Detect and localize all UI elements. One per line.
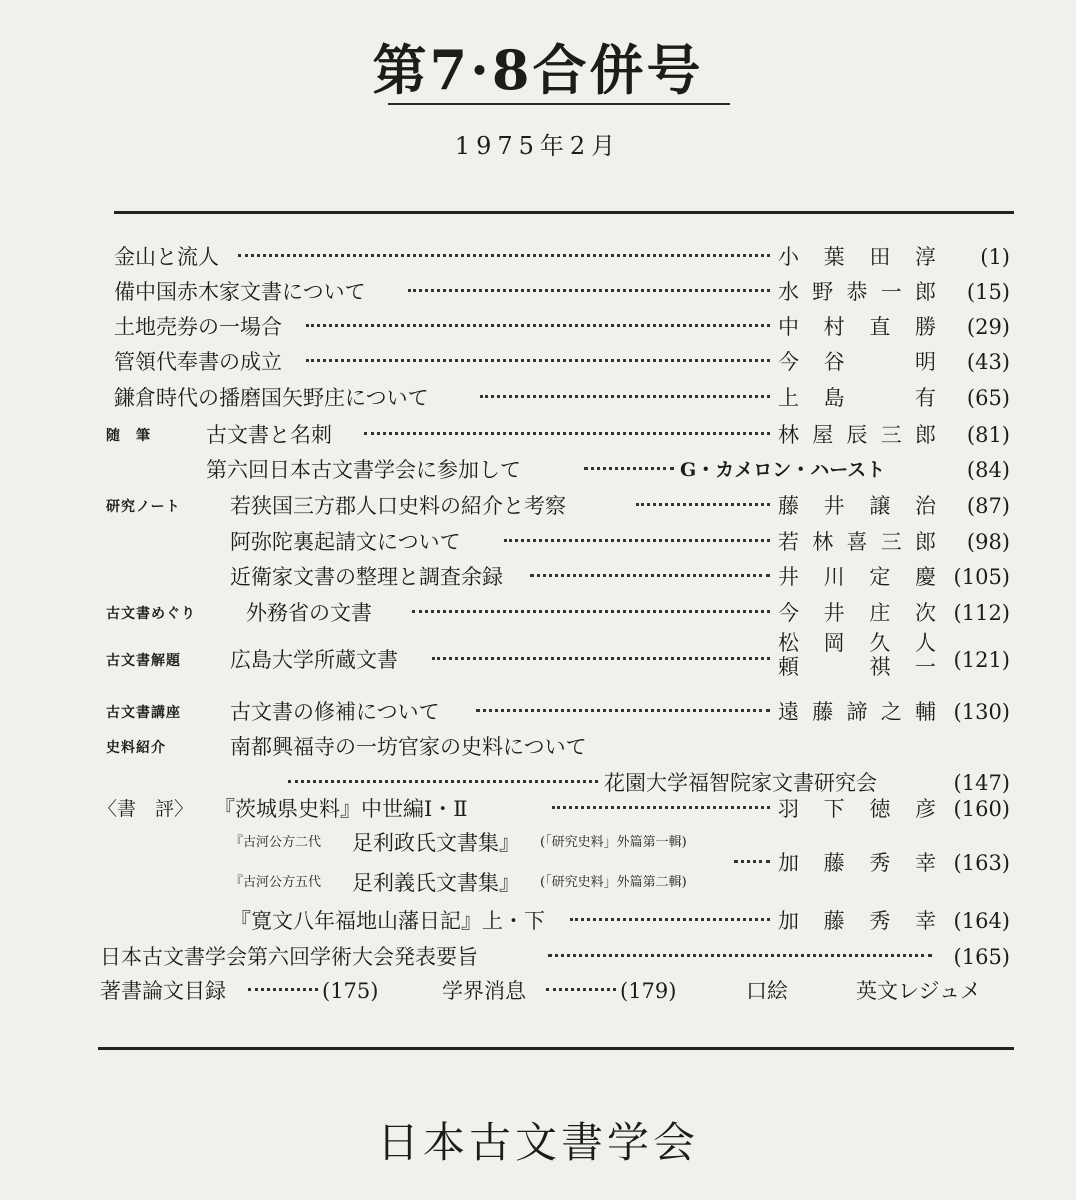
footer-item-label[interactable]: 口絵 [746, 979, 788, 1003]
dot-leader [476, 709, 770, 712]
entry-title: 『寛文八年福地山藩日記』上・下 [230, 909, 545, 933]
dot-leader [364, 432, 770, 435]
entry-title: 鎌倉時代の播磨国矢野庄について [114, 386, 429, 410]
footer-item-page: (175) [322, 979, 379, 1003]
entry-page: (87) [966, 494, 1010, 518]
entry-author: 花園大学福智院家文書研究会 [604, 771, 877, 795]
entry-title-suffix: (「研究史料」外篇第一輯) [540, 835, 687, 850]
section-label: 古文書解題 [106, 653, 181, 669]
dot-leader [570, 918, 770, 921]
entry-author-second: 頼 祺一 [778, 655, 936, 679]
toc-entry[interactable] [0, 730, 1076, 800]
section-label: 史料紹介 [106, 740, 166, 756]
entry-page: (81) [966, 423, 1010, 447]
entry-title: 古文書の修補について [230, 700, 440, 724]
entry-author: 加藤秀幸 [778, 909, 936, 933]
entry-title: 南都興福寺の一坊官家の史料について [230, 735, 587, 759]
toc-entry[interactable] [0, 275, 1076, 309]
toc-entry[interactable] [0, 792, 1076, 826]
entry-page: (130) [953, 700, 1010, 724]
dot-leader [552, 806, 770, 809]
section-label: 随 筆 [106, 428, 151, 444]
entry-page: (160) [953, 797, 1010, 821]
entry-title: 若狭国三方郡人口史料の紹介と考察 [230, 494, 566, 518]
entry-author: 上島 有 [778, 386, 936, 410]
entry-author: 藤井譲治 [778, 494, 936, 518]
entry-page: (121) [953, 648, 1010, 672]
entry-author: G・カメロン・ハースト [680, 459, 886, 481]
toc-entry[interactable] [0, 525, 1076, 559]
divider-top [114, 211, 1014, 214]
dot-leader [288, 780, 598, 783]
entry-title-prefix: 『古河公方二代 [230, 835, 322, 850]
dot-leader [248, 988, 318, 991]
dot-leader [584, 467, 674, 470]
entry-author: 今谷 明 [778, 350, 936, 374]
entry-author: 若林喜三郎 [778, 530, 936, 554]
publisher-name: 日本古文書学会 [376, 1118, 699, 1167]
dot-leader [412, 610, 770, 613]
toc-entry[interactable] [0, 345, 1076, 379]
entry-page: (15) [966, 280, 1010, 304]
toc-entry[interactable] [0, 240, 1076, 274]
dot-leader [306, 324, 770, 327]
entry-author: 加藤秀幸 [778, 851, 936, 875]
entry-page: (1) [980, 245, 1010, 269]
dot-leader [636, 503, 770, 506]
dot-leader [530, 574, 770, 577]
entry-page: (105) [953, 565, 1010, 589]
toc-entry[interactable] [0, 695, 1076, 729]
footer-item-label[interactable]: 学界消息 [442, 979, 526, 1003]
entry-author: 水野恭一郎 [778, 280, 936, 304]
entry-title: 日本古文書学会第六回学術大会発表要旨 [100, 945, 478, 969]
dot-leader [734, 860, 770, 863]
entry-title-prefix: 『古河公方五代 [230, 875, 322, 890]
issue-date: 1975年2月 [454, 132, 622, 160]
toc-entry[interactable] [0, 381, 1076, 415]
toc-entry[interactable] [0, 940, 1076, 974]
entry-author: 中村直勝 [778, 315, 936, 339]
entry-author: 遠藤諦之輔 [778, 700, 936, 724]
footer-item-label[interactable]: 著書論文目録 [100, 979, 226, 1003]
entry-page: (84) [966, 458, 1010, 482]
footer-item-page: (179) [620, 979, 677, 1003]
section-label: 研究ノート [106, 499, 181, 515]
dot-leader [546, 988, 616, 991]
entry-page: (112) [953, 601, 1010, 625]
toc-footer-row [0, 974, 1076, 1008]
entry-title: 広島大学所蔵文書 [230, 648, 398, 672]
section-label: 〈書 評〉 [98, 798, 194, 820]
entry-page: (65) [966, 386, 1010, 410]
toc-entry[interactable] [0, 596, 1076, 630]
entry-title: 管領代奉書の成立 [114, 350, 282, 374]
entry-page: (43) [966, 350, 1010, 374]
toc-entry[interactable] [0, 851, 1076, 900]
toc-entry[interactable] [0, 489, 1076, 523]
entry-title: 足利義氏文書集』 [352, 871, 520, 895]
entry-title: 『茨城県史料』中世編Ⅰ・Ⅱ [214, 797, 468, 821]
entry-author: 羽下徳彦 [778, 797, 936, 821]
toc-entry[interactable] [0, 631, 1076, 691]
dot-leader [306, 359, 770, 362]
title-underline [388, 103, 730, 105]
toc-entry[interactable] [0, 310, 1076, 344]
entry-author: 小葉田淳 [778, 245, 936, 269]
toc-entry[interactable] [0, 904, 1076, 938]
entry-title: 備中国赤木家文書について [114, 280, 366, 304]
entry-author: 林屋辰三郎 [778, 423, 936, 447]
entry-author: 今井庄次 [778, 601, 936, 625]
entry-title: 近衛家文書の整理と調査余録 [230, 565, 503, 589]
entry-title-suffix: (「研究史料」外篇第二輯) [540, 875, 687, 890]
entry-title: 古文書と名刺 [206, 423, 332, 447]
section-label: 古文書めぐり [106, 606, 196, 622]
entry-page: (163) [953, 851, 1010, 875]
divider-bottom [98, 1047, 1014, 1050]
footer-item-label[interactable]: 英文レジュメ [856, 979, 982, 1003]
entry-title: 外務省の文書 [246, 601, 372, 625]
entry-author: 井川定慶 [778, 565, 936, 589]
section-label: 古文書講座 [106, 705, 181, 721]
dot-leader [504, 539, 770, 542]
toc-entry[interactable] [0, 560, 1076, 594]
dot-leader [408, 289, 770, 292]
entry-title: 土地売券の一場合 [114, 315, 282, 339]
entry-title: 金山と流人 [114, 245, 219, 269]
entry-page: (164) [953, 909, 1010, 933]
entry-title: 第六回日本古文書学会に参加して [206, 458, 521, 482]
entry-page: (165) [953, 945, 1010, 969]
toc-entry[interactable] [0, 453, 1076, 487]
entry-page: (29) [966, 315, 1010, 339]
dot-leader [548, 954, 932, 957]
entry-page: (147) [953, 771, 1010, 795]
issue-title: 第7·8合併号 [372, 38, 704, 102]
dot-leader [480, 395, 770, 398]
entry-title: 足利政氏文書集』 [352, 831, 520, 855]
toc-entry[interactable] [0, 418, 1076, 452]
entry-author: 松岡久人 [778, 631, 936, 655]
entry-title: 阿弥陀裏起請文について [230, 530, 461, 554]
dot-leader [238, 254, 770, 257]
entry-page: (98) [966, 530, 1010, 554]
dot-leader [432, 657, 770, 660]
